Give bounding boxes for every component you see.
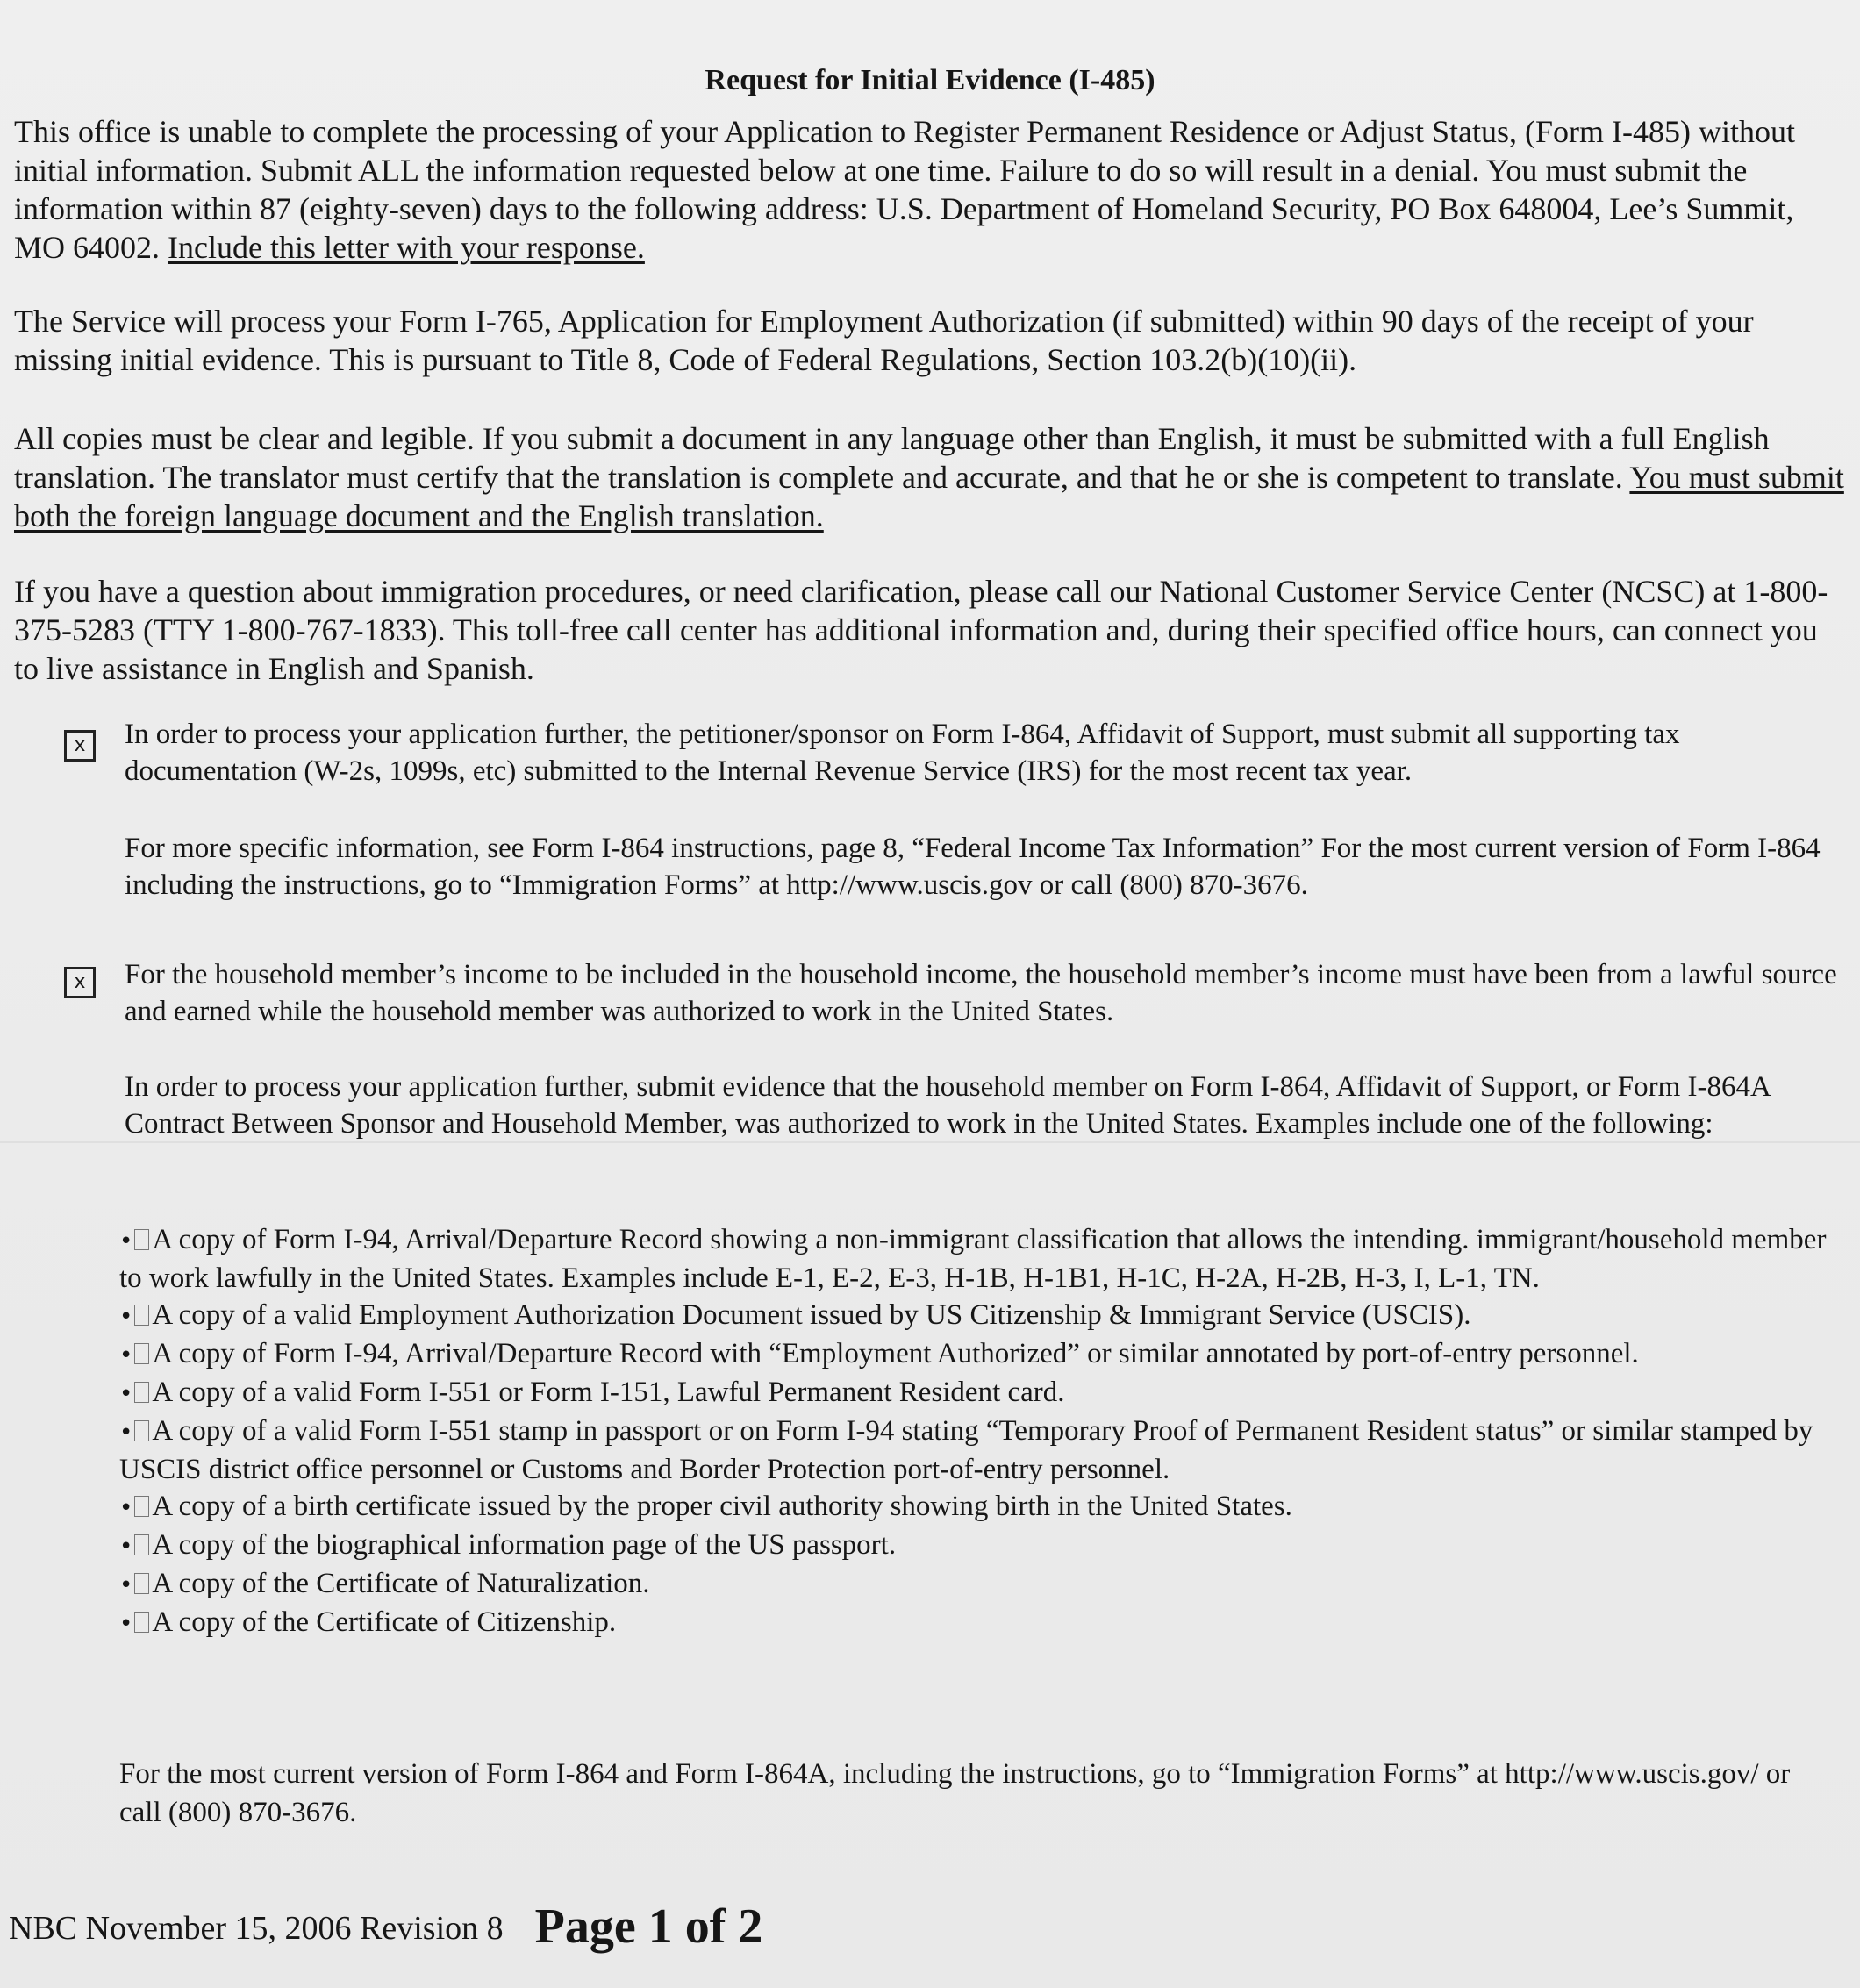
bullet-icon: • xyxy=(119,1304,133,1330)
list-item-text: A copy of the biographical information page of the US passport. xyxy=(152,1529,897,1561)
bullet-box-icon xyxy=(134,1229,149,1250)
list-item-text: A copy of Form I-94, Arrival/Departure Record with “Employment Authorized” or similar annotated by port-of-entry personnel. xyxy=(152,1338,1639,1369)
list-item xyxy=(119,1335,1848,1374)
tax-documentation-checkbox: x xyxy=(64,730,96,762)
processing-paragraph: The Service will process your Form I-765, Application for Employment Authorization (if submitted) within 90 days of the receipt of your missing initial evidence. This is pursuant to Title 8, Code of Federal Regulations, Section 103.2(b)(10)(ii). xyxy=(14,304,1754,377)
list-item xyxy=(119,1527,1848,1565)
intro-paragraph xyxy=(14,112,1848,267)
evidence-examples-list xyxy=(119,1221,1848,1642)
list-item-text: A copy of Form I-94, Arrival/Departure Record showing a non-immigrant classification that allows the intending. immigrant/household member to work lawfully in the United States. Examples include E-1, E-2, E-3, H-1B, H-1B1, H-1C, H-2A, H-2B, H-3, I, L-1, TN. xyxy=(119,1224,1827,1294)
list-item xyxy=(119,1374,1848,1412)
list-item-text: A copy of the Certificate of Naturalization. xyxy=(152,1568,650,1599)
list-item-text: A copy of a valid Form I-551 stamp in passport or on Form I-94 stating “Temporary Proof of Permanent Resident status” or similar stamped by USCIS district office personnel or Customs and Border Protection port-of-entry personnel. xyxy=(119,1415,1814,1485)
page-number: Page 1 of 2 xyxy=(534,1899,763,1954)
list-item xyxy=(119,1604,1848,1642)
tax-documentation-info: For more specific information, see Form I-864 instructions, page 8, “Federal Income Tax Information” For the most current version of Form I-864 including the instructions, go to “Immigration Forms” at http://www.uscis.gov or call (800) 870-3676. xyxy=(125,833,1821,901)
copies-text: All copies must be clear and legible. If you submit a document in any language other than English, it must be submitted with a full English translation. The translator must certify that the translation is complete and accurate, and that he or she is competent to translate. xyxy=(14,421,1770,495)
bullet-icon: • xyxy=(119,1534,133,1560)
list-item-text: A copy of a birth certificate issued by the proper civil authority showing birth in the United States. xyxy=(152,1491,1292,1522)
bullet-box-icon xyxy=(134,1496,149,1517)
page-title: Request for Initial Evidence (I-485) xyxy=(705,64,1155,97)
bullet-box-icon xyxy=(134,1343,149,1364)
intro-underlined-text: Include this letter with your response. xyxy=(168,230,645,265)
list-item-text: A copy of a valid Employment Authorization Document issued by US Citizenship & Immigrant Service (USCIS). xyxy=(152,1299,1471,1331)
bullet-box-icon xyxy=(134,1305,149,1326)
list-item xyxy=(119,1412,1848,1488)
page-footer xyxy=(9,1900,762,1955)
bullet-box-icon xyxy=(134,1612,149,1633)
household-income-checkbox: x xyxy=(64,967,96,998)
bullet-icon: • xyxy=(119,1228,133,1255)
contact-paragraph: If you have a question about immigration procedures, or need clarification, please call our National Customer Service Center (NCSC) at 1-800-375-5283 (TTY 1-800-767-1833). This toll-free call center has additional information and, during their specified office hours, can connect you to live assistance in English and Spanish. xyxy=(14,574,1828,686)
list-item-text: A copy of a valid Form I-551 or Form I-151, Lawful Permanent Resident card. xyxy=(152,1377,1065,1408)
copies-paragraph xyxy=(14,419,1848,535)
copies-underlined-text: You must submit both the foreign language document and the English translation. xyxy=(14,460,1844,533)
bullet-icon: • xyxy=(119,1495,133,1521)
bullet-icon: • xyxy=(119,1611,133,1637)
household-income-text: For the household member’s income to be included in the household income, the household member’s income must have been from a lawful source and earned while the household member was authorized to work in the United States. xyxy=(125,959,1837,1027)
intro-text: This office is unable to complete the processing of your Application to Register Permanent Residence or Adjust Status, (Form I-485) without initial information. Submit ALL the information requested below at one time. Failure to do so will result in a denial. You must submit the information within 87 (eighty-seven) days to the following address: U.S. Department of Homeland Security, PO Box 648004, Lee’s Summit, MO 64002. xyxy=(14,114,1795,265)
closing-paragraph: For the most current version of Form I-864 and Form I-864A, including the instructions, go to “Immigration Forms” at http://www.uscis.gov/ or call (800) 870-3676. xyxy=(119,1758,1791,1828)
list-item xyxy=(119,1297,1848,1335)
list-item xyxy=(119,1488,1848,1527)
list-item xyxy=(119,1221,1848,1297)
bullet-box-icon xyxy=(134,1420,149,1441)
bullet-box-icon xyxy=(134,1573,149,1594)
footer-revision: NBC November 15, 2006 Revision 8 xyxy=(9,1910,504,1947)
household-income-info: In order to process your application further, submit evidence that the household member on Form I-864, Affidavit of Support, or Form I-864A Contract Between Sponsor and Household Member, was authorized to work in the United States. Examples include one of the following: xyxy=(125,1071,1771,1140)
tax-documentation-text: In order to process your application further, the petitioner/sponsor on Form I-864, Affidavit of Support, must submit all supporting tax documentation (W-2s, 1099s, etc) submitted to the Internal Revenue Service (IRS) for the most recent tax year. xyxy=(125,719,1680,787)
bullet-box-icon xyxy=(134,1382,149,1403)
bullet-box-icon xyxy=(134,1534,149,1555)
bullet-icon: • xyxy=(119,1381,133,1407)
bullet-icon: • xyxy=(119,1572,133,1598)
bullet-icon: • xyxy=(119,1419,133,1446)
list-item xyxy=(119,1565,1848,1604)
bullet-icon: • xyxy=(119,1342,133,1369)
list-item-text: A copy of the Certificate of Citizenship. xyxy=(152,1606,617,1638)
